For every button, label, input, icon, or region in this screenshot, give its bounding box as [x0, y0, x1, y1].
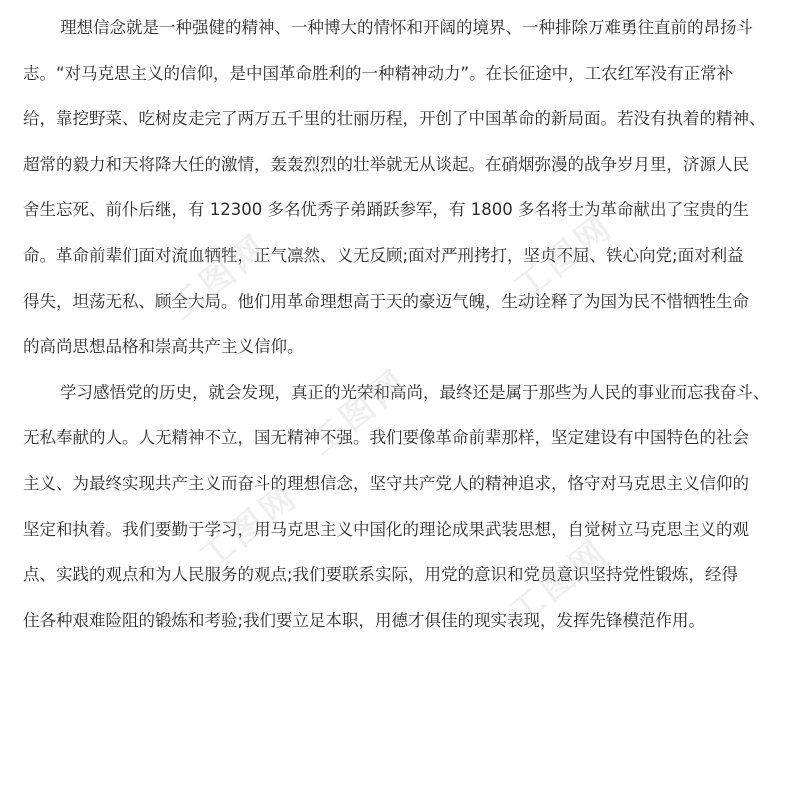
text-line: 住各种艰难险阻的锻炼和考验;我们要立足本职，用德才俱佳的现实表现，发挥先锋模范作用。: [23, 610, 706, 630]
text-line: 志。“对马克思主义的信仰，是中国革命胜利的一种精神动力”。在长征途中，工农红军没有正常补: [23, 63, 734, 83]
paragraph-2: [23, 374, 783, 648]
watermark: 工图网: [501, 531, 617, 634]
text-line: 理想信念就是一种强健的精神、一种博大的情怀和开阔的境界、一种排除万难勇往直前的昂扬斗: [60, 18, 753, 37]
article-body: [23, 9, 783, 647]
text-line: 的高尚思想品格和崇高共产主义信仰。: [23, 337, 304, 357]
text-line: 给，靠挖野菜、吃树皮走完了两万五千里的壮丽历程，开创了中国革命的新局面。若没有执着的精神、: [23, 109, 766, 129]
watermark: 工图网: [161, 226, 277, 329]
text-line: 无私奉献的人。人无精神不立，国无精神不强。我们要像革命前辈那样，坚定建设有中国特色的社会: [23, 428, 749, 448]
text-line: 主义、为最终实现共产主义而奋斗的理想信念，坚守共产党人的精神追求，恪守对马克思主义信仰的: [23, 473, 749, 493]
text-line: 命。革命前辈们面对流血牺牲，正气凛然、义无反顾;面对严刑拷打，坚贞不屈、铁心向党;面对利益: [23, 245, 744, 265]
text-line: 舍生忘死、前仆后继，有 12300 多名优秀子弟踊跃参军，有 1800 多名将士为革命献出了宝贵的生: [23, 200, 749, 220]
text-line: 点、实践的观点和为人民服务的观点;我们要联系实际，用党的意识和党员意识坚持党性锻炼，经得: [23, 565, 739, 585]
text-line: 学习感悟党的历史，就会发现，真正的光荣和高尚，最终还是属于那些为人民的事业而忘我奋斗、: [60, 382, 770, 402]
text-line: 坚定和执着。我们要勤于学习，用马克思主义中国化的理论成果武装思想，自觉树立马克思主义的观: [23, 519, 749, 539]
text-line: 得失，坦荡无私、顾全大局。他们用革命理想高于天的豪迈气魄，生动诠释了为国为民不惜牺牲生命: [23, 291, 749, 311]
paragraph-1: [23, 9, 783, 374]
watermark: 工图网: [506, 206, 622, 309]
text-line: 超常的毅力和天将降大任的激情，轰轰烈烈的壮举就无从谈起。在硝烟弥漫的战争岁月里，济源人民: [23, 154, 749, 174]
watermark: 工图网: [301, 361, 417, 464]
watermark: 工图网: [191, 476, 307, 579]
